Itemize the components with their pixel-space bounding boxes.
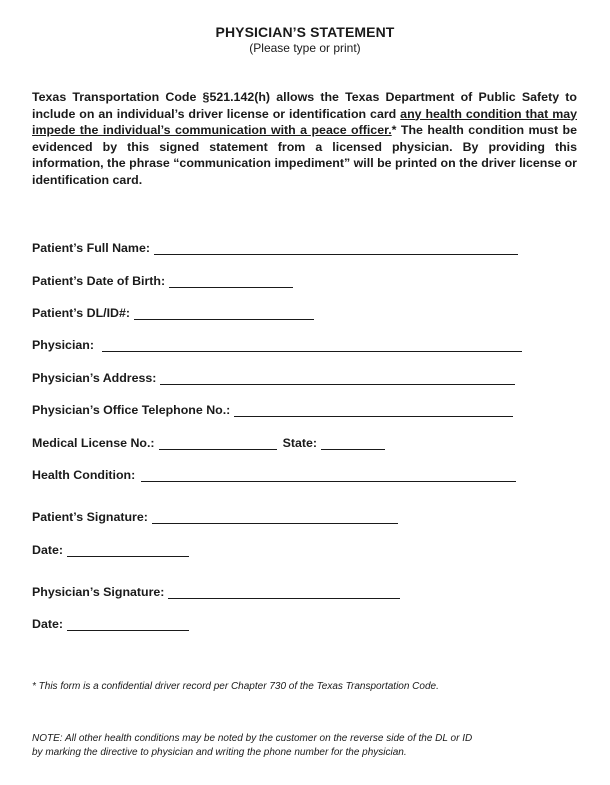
physician-signature-row [32,581,400,599]
physician-date-label: Date: [32,617,63,631]
patient-dlid-row [32,302,314,320]
form-title: PHYSICIAN’S STATEMENT [215,24,395,40]
patient-date-row [32,539,189,557]
health-condition-row [32,464,516,482]
health-condition-label: Health Condition: [32,468,136,482]
physician-signature-label: Physician’s Signature: [32,585,165,599]
intro-paragraph [32,89,577,188]
patient-date-label: Date: [32,543,63,557]
note-line-1: NOTE: All other health conditions may be noted by the customer on the reverse side of the DL or ID [32,733,473,744]
patient-dlid-field[interactable] [134,306,314,320]
patient-date-field[interactable] [67,543,189,557]
form-subtitle: (Please type or print) [249,41,361,55]
physician-date-row [32,613,189,631]
state-field[interactable] [321,436,385,450]
medical-license-label: Medical License No.: [32,436,155,450]
medical-license-row [32,432,385,450]
physician-row [32,334,522,352]
physician-phone-row [32,399,513,417]
note-line-2: by marking the directive to physician and writing the phone number for the physician. [32,747,407,758]
health-conditions-note [32,732,532,760]
physician-phone-label: Physician’s Office Telephone No.: [32,403,231,417]
patient-dob-row [32,270,293,288]
physician-date-field[interactable] [67,617,189,631]
state-label: State: [282,436,318,450]
physician-address-label: Physician’s Address: [32,371,157,385]
physician-address-row [32,367,515,385]
intro-underlined-text: any health condition that may impede the individual’s communication with a peace officer. [32,106,577,137]
patient-name-row [32,237,518,255]
intro-text-2: * The health condition must be evidenced by this signed statement from a licensed physician. By providing this information, the phrase “communication impediment” will be printed on the driver license or identification card. [32,123,577,187]
patient-dob-label: Patient’s Date of Birth: [32,274,166,288]
health-condition-field[interactable] [141,468,516,482]
physician-address-field[interactable] [160,371,515,385]
patient-name-label: Patient’s Full Name: [32,241,150,255]
physician-field[interactable] [102,338,522,352]
patient-signature-label: Patient’s Signature: [32,510,148,524]
patient-signature-field[interactable] [152,510,398,524]
intro-text-1: Texas Transportation Code §521.142(h) allows the Texas Department of Public Safety to include on an individual’s driver license or identification card [32,90,577,121]
physician-signature-field[interactable] [168,585,400,599]
patient-signature-row [32,506,398,524]
medical-license-field[interactable] [159,436,277,450]
patient-dob-field[interactable] [169,274,293,288]
patient-dlid-label: Patient’s DL/ID#: [32,306,130,320]
confidentiality-footnote: * This form is a confidential driver record per Chapter 730 of the Texas Transportation Code. [32,681,439,692]
physician-label: Physician: [32,338,94,352]
patient-name-field[interactable] [154,241,518,255]
physician-phone-field[interactable] [234,403,513,417]
